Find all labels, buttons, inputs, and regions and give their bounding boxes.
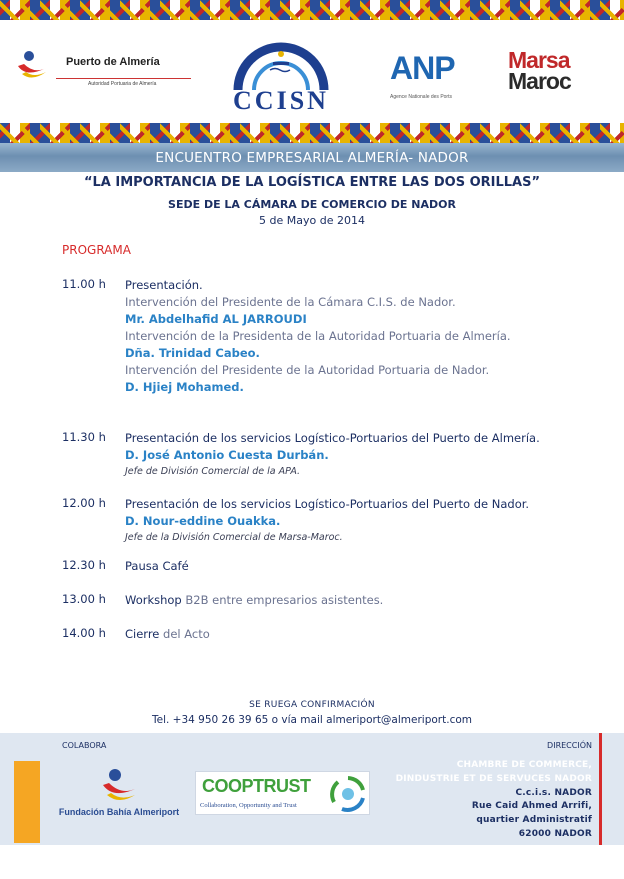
address-line: C.c.i.s. NADOR (515, 787, 592, 798)
item-title: Presentación. (125, 278, 203, 292)
address-line: Rue Caid Ahmed Arrifi, (471, 801, 592, 812)
ccisn-arch-icon (226, 24, 336, 94)
address-line: 62000 NADOR (518, 828, 592, 839)
cooptrust-logo (195, 771, 370, 815)
marsa-maroc-logo (508, 47, 612, 100)
decorative-pattern-top (0, 0, 624, 20)
item-time: 12.00 h (62, 496, 106, 510)
event-date: 5 de Mayo de 2014 (259, 214, 365, 227)
speaker-name: Dña. Trinidad Cabeo. (125, 346, 260, 360)
ccisn-logo (226, 24, 336, 118)
address-line: quartier Administratif (476, 815, 592, 826)
maroc-name: Maroc (508, 68, 571, 94)
anp-subtitle: Agence Nationale des Ports (390, 94, 452, 100)
item-line: Intervención del Presidente de la Autoridad Portuaria de Nador. (125, 363, 490, 377)
puerto-almeria-logo (16, 48, 192, 100)
address-block (396, 759, 592, 842)
puerto-almeria-subtitle: Autoridad Portuaria de Almería (88, 81, 157, 87)
speaker-name: Mr. Abdelhafid AL JARROUDI (125, 312, 307, 326)
programa-heading: PROGRAMA (62, 243, 131, 257)
contact-info: Tel. +34 950 26 39 65 o vía mail almeriport@almeriport.com (151, 714, 472, 726)
orange-accent-bar (14, 761, 40, 843)
marsa-name: Marsa (508, 47, 570, 73)
fundacion-bahia-name: Fundación Bahía Almeriport (58, 807, 180, 817)
item-time: 11.30 h (62, 430, 106, 444)
direccion-label: DIRECCIÓN (547, 741, 592, 750)
speaker-name: D. Nour-eddine Ouakka. (125, 514, 281, 528)
banner-title: ENCUENTRO EMPRESARIAL ALMERÍA- NADOR (155, 150, 469, 166)
confirmation-heading: SE RUEGA CONFIRMACIÓN (249, 700, 375, 710)
address-line: CHAMBRE DE COMMERCE, (456, 760, 592, 770)
item-time: 13.00 h (62, 592, 106, 606)
decorative-pattern-middle (0, 123, 624, 143)
item-time: 11.00 h (62, 277, 106, 291)
recycle-arrows-icon (328, 774, 368, 814)
item-description: del Acto (159, 627, 210, 641)
anp-name: ANP (390, 50, 455, 86)
item-title: Cierre (125, 627, 160, 641)
divider (56, 78, 191, 79)
item-title: Presentación de los servicios Logístico-Portuarios del Puerto de Almería. (125, 431, 540, 445)
speaker-role: Jefe de División Comercial de la APA. (125, 466, 301, 477)
puerto-almeria-mark-icon (16, 48, 50, 82)
cooptrust-name: COOPTRUST (202, 776, 311, 796)
item-title: Presentación de los servicios Logístico-Portuarios del Puerto de Nador. (125, 497, 530, 511)
ccisn-name: CCISN (233, 86, 329, 115)
event-venue: SEDE DE LA CÁMARA DE COMERCIO DE NADOR (168, 198, 456, 211)
item-description: B2B entre empresarios asistentes. (181, 593, 384, 607)
item-title: Pausa Café (125, 559, 189, 573)
item-time: 12.30 h (62, 558, 106, 572)
event-title: “LA IMPORTANCIA DE LA LOGÍSTICA ENTRE LAS DOS ORILLAS” (83, 175, 541, 190)
colabora-label: COLABORA (62, 741, 107, 750)
speaker-name: D. José Antonio Cuesta Durbán. (125, 448, 329, 462)
item-line: Intervención de la Presidenta de la Autoridad Portuaria de Almería. (125, 329, 511, 343)
footer (0, 733, 624, 845)
item-title: Workshop (125, 593, 182, 607)
speaker-role: Jefe de la División Comercial de Marsa-Maroc. (125, 532, 343, 543)
address-line: DINDUSTRIE ET DE SERVUCES NADOR (395, 773, 592, 784)
item-time: 14.00 h (62, 626, 106, 640)
fundacion-bahia-mark-icon (99, 767, 139, 805)
fundacion-bahia-logo (54, 767, 184, 817)
red-divider (599, 733, 602, 845)
cooptrust-tagline: Collaboration, Opportunity and Trust (200, 802, 297, 809)
logo-band (0, 20, 624, 123)
anp-logo (386, 50, 478, 122)
speaker-name: D. Hjiej Mohamed. (125, 380, 244, 394)
item-line: Intervención del Presidente de la Cámara C.I.S. de Nador. (125, 295, 456, 309)
puerto-almeria-name: Puerto de Almería (66, 56, 160, 68)
